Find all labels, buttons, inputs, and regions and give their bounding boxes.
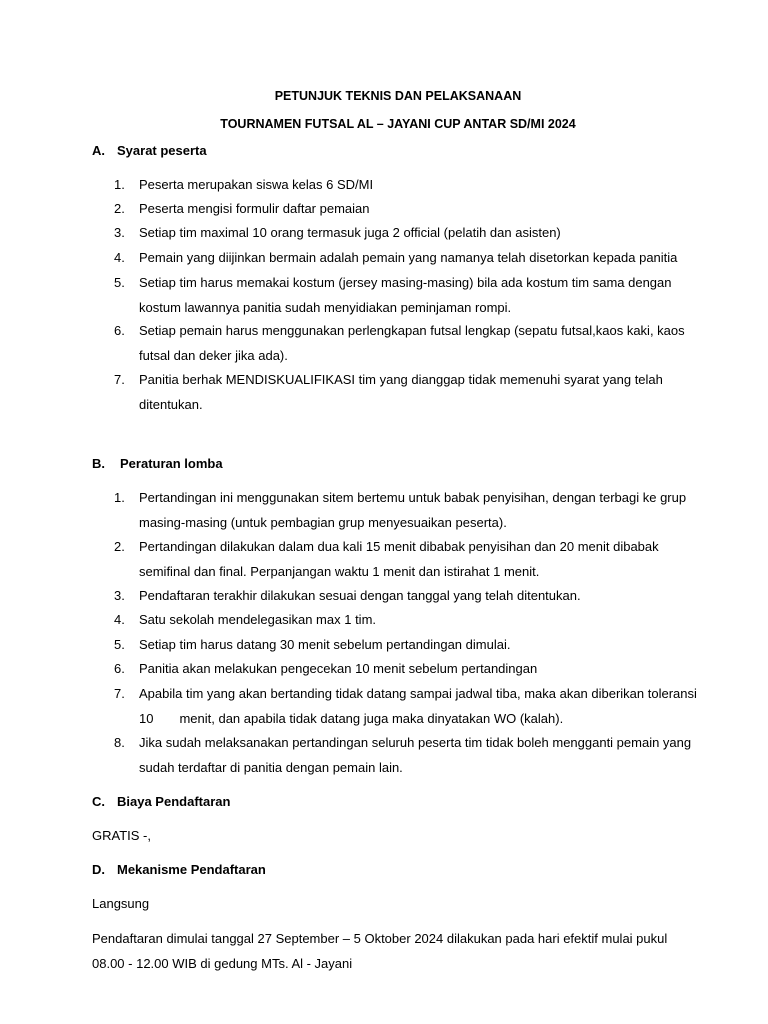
- list-item: [114, 657, 704, 682]
- list-item-number: 3.: [114, 588, 125, 603]
- list-item-number: 3.: [114, 225, 125, 240]
- document-subtitle: TOURNAMEN FUTSAL AL – JAYANI CUP ANTAR SD/MI 2024: [220, 117, 576, 131]
- list-item-text: Satu sekolah mendelegasikan max 1 tim.: [139, 612, 377, 627]
- list-item: [114, 731, 704, 780]
- list-item-text: Pemain yang diijinkan bermain adalah pemain yang namanya telah disetorkan kepada panitia: [139, 250, 678, 265]
- list-item-number: 8.: [114, 735, 125, 750]
- section-a-title: Syarat peserta: [117, 143, 207, 158]
- list-item: [114, 197, 704, 222]
- document-title: PETUNJUK TEKNIS DAN PELAKSANAAN: [274, 89, 522, 103]
- list-item-text: Pertandingan dilakukan dalam dua kali 15 menit dibabak penyisihan dan 20 menit dibabak semifinal dan final. Perpanjangan waktu 1 menit dan istirahat 1 menit.: [139, 539, 659, 579]
- list-item-number: 6.: [114, 323, 125, 338]
- list-item-text: Setiap tim harus memakai kostum (jersey masing-masing) bila ada kostum tim sama dengan kostum lawannya panitia sudah menyidiakan peminjaman rompi.: [139, 275, 672, 315]
- list-item-number: 1.: [114, 490, 125, 505]
- list-item: [114, 173, 704, 198]
- list-item-text: Setiap tim harus datang 30 menit sebelum pertandingan dimulai.: [139, 637, 511, 652]
- list-item: [114, 535, 704, 584]
- list-item: [114, 584, 704, 609]
- section-b-title: Peraturan lomba: [120, 456, 223, 471]
- list-item: [114, 368, 704, 417]
- list-item: [114, 608, 704, 633]
- list-item-number: 5.: [114, 637, 125, 652]
- list-item: [114, 246, 704, 271]
- list-item-text: Setiap tim maximal 10 orang termasuk juga 2 official (pelatih dan asisten): [139, 225, 561, 240]
- section-c-title: Biaya Pendaftaran: [117, 794, 231, 809]
- list-item-number: 7.: [114, 372, 125, 387]
- list-item-text: Pendaftaran terakhir dilakukan sesuai dengan tanggal yang telah ditentukan.: [139, 588, 581, 603]
- list-item-text: Apabila tim yang akan bertanding tidak datang sampai jadwal tiba, maka akan diberikan toleransi 10 menit, dan apabila tidak datang juga maka dinyatakan WO (kalah).: [139, 686, 697, 726]
- list-item: [114, 682, 704, 731]
- list-item: [114, 271, 704, 320]
- section-c-body: GRATIS -,: [92, 828, 151, 843]
- list-item-number: 2.: [114, 201, 125, 216]
- list-item-text: Peserta mengisi formulir daftar pemaian: [139, 201, 370, 216]
- list-item-number: 2.: [114, 539, 125, 554]
- section-d-title: Mekanisme Pendaftaran: [117, 862, 266, 877]
- section-d-body-method: Langsung: [92, 896, 150, 911]
- list-item-number: 1.: [114, 177, 125, 192]
- section-a-letter: A.: [92, 143, 105, 158]
- list-item: [114, 486, 704, 535]
- list-item-text: Panitia berhak MENDISKUALIFIKASI tim yang dianggap tidak memenuhi syarat yang telah ditentukan.: [139, 372, 663, 412]
- section-b-letter: B.: [92, 456, 105, 471]
- list-item-text: Panitia akan melakukan pengecekan 10 menit sebelum pertandingan: [139, 661, 538, 676]
- section-a-heading: [92, 143, 207, 158]
- list-item: [114, 633, 704, 658]
- list-item-number: 7.: [114, 686, 125, 701]
- section-d-body-schedule: Pendaftaran dimulai tanggal 27 September – 5 Oktober 2024 dilakukan pada hari efektif mulai pukul 08.00 - 12.00 WIB di gedung MTs. Al - Jayani: [92, 931, 668, 971]
- list-item-text: Setiap pemain harus menggunakan perlengkapan futsal lengkap (sepatu futsal,kaos kaki, kaos futsal dan deker jika ada).: [139, 323, 685, 363]
- list-item-text: Peserta merupakan siswa kelas 6 SD/MI: [139, 177, 374, 192]
- list-item-number: 4.: [114, 250, 125, 265]
- list-item-number: 5.: [114, 275, 125, 290]
- list-item-number: 6.: [114, 661, 125, 676]
- list-item-text: Pertandingan ini menggunakan sitem bertemu untuk babak penyisihan, dengan terbagi ke grup masing-masing (untuk pembagian grup menyesuaikan peserta).: [139, 490, 687, 530]
- list-item-text: Jika sudah melaksanakan pertandingan seluruh peserta tim tidak boleh mengganti pemain yang sudah terdaftar di panitia dengan pemain lain.: [139, 735, 692, 775]
- list-item-number: 4.: [114, 612, 125, 627]
- list-item: [114, 221, 704, 246]
- section-c-letter: C.: [92, 794, 105, 809]
- section-b-heading: [92, 456, 223, 471]
- section-d-heading: [92, 862, 266, 877]
- section-d-letter: D.: [92, 862, 105, 877]
- list-item: [114, 319, 704, 368]
- section-c-heading: [92, 794, 230, 809]
